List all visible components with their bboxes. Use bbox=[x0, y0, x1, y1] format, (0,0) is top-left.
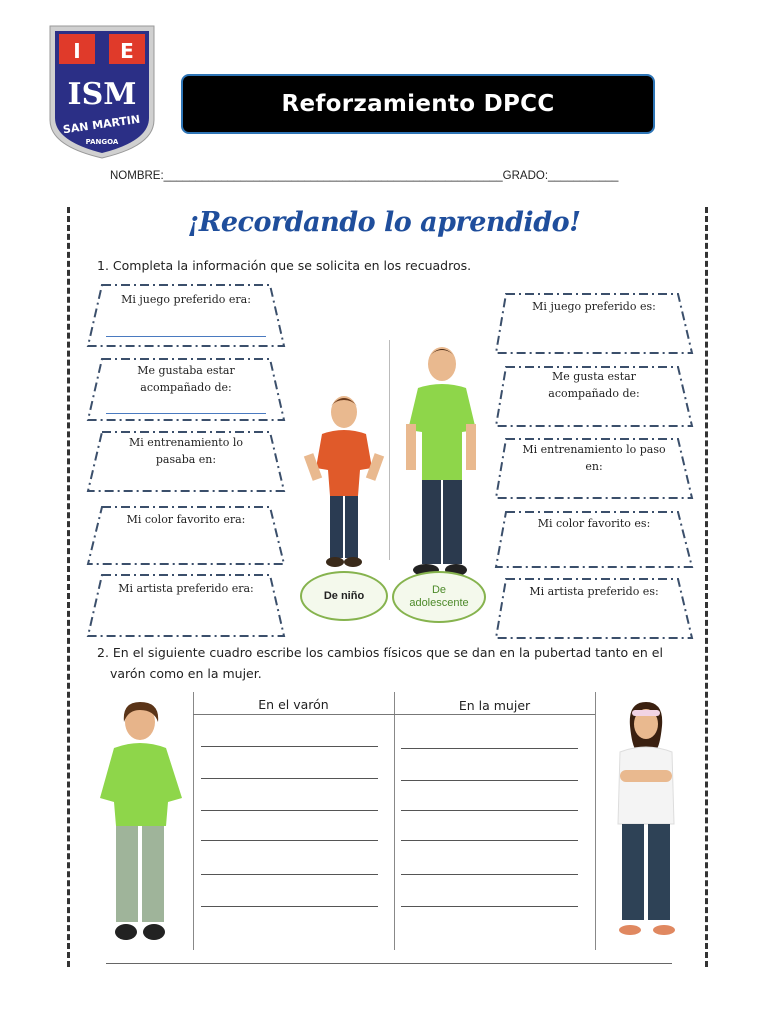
box-right-color-label: Mi color favorito es: bbox=[537, 517, 651, 530]
write-line[interactable] bbox=[201, 874, 378, 875]
page-title: Reforzamiento DPCC bbox=[281, 91, 555, 117]
box-left-artist[interactable] bbox=[86, 573, 286, 639]
table-col-divider bbox=[193, 692, 194, 950]
box-right-artist-label: Mi artista preferido es: bbox=[529, 585, 659, 598]
write-line[interactable] bbox=[401, 748, 578, 749]
box-left-company[interactable] bbox=[86, 357, 286, 423]
box-right-company-label: Me gusta estar acompañado de: bbox=[548, 370, 640, 400]
question-2: 2. En el siguiente cuadro escribe los cambios físicos que se dan en la pubertad tanto en el bbox=[97, 645, 663, 660]
question-2-continued: varón como en la mujer. bbox=[110, 666, 262, 681]
teen-figure bbox=[396, 344, 486, 584]
box-left-game-label: Mi juego preferido era: bbox=[121, 293, 251, 306]
table-col-divider bbox=[394, 692, 395, 950]
box-left-color[interactable] bbox=[86, 505, 286, 567]
logo-town: PANGOA bbox=[85, 138, 119, 146]
center-divider bbox=[389, 340, 390, 560]
title-banner bbox=[181, 74, 655, 134]
logo-school-name: SAN MARTIN bbox=[62, 112, 141, 137]
school-logo bbox=[46, 22, 158, 162]
box-right-game-label: Mi juego preferido es: bbox=[532, 300, 656, 313]
table-header-female: En la mujer bbox=[458, 698, 531, 713]
box-left-training-label: Mi entrenamiento lo pasaba en: bbox=[129, 436, 243, 466]
child-figure bbox=[300, 392, 388, 572]
box-right-artist[interactable] bbox=[494, 577, 694, 641]
write-line[interactable] bbox=[201, 746, 378, 747]
box-left-company-label: Me gustaba estar acompañado de: bbox=[137, 364, 235, 394]
sheet-border-right bbox=[705, 207, 708, 967]
teen-label: De adolescente bbox=[392, 571, 486, 623]
box-left-color-label: Mi color favorito era: bbox=[126, 513, 246, 526]
write-line[interactable] bbox=[201, 906, 378, 907]
write-line[interactable] bbox=[401, 780, 578, 781]
box-right-training[interactable] bbox=[494, 437, 694, 501]
box-right-training-label: Mi entrenamiento lo paso en: bbox=[522, 443, 666, 473]
logo-monogram: ISM bbox=[67, 77, 137, 112]
write-line[interactable] bbox=[401, 810, 578, 811]
table-header-line bbox=[193, 714, 394, 715]
table-header-male: En el varón bbox=[258, 697, 329, 712]
box-right-game[interactable] bbox=[494, 292, 694, 356]
sheet-border-left bbox=[67, 207, 70, 967]
box-right-color[interactable] bbox=[494, 510, 694, 570]
box-right-company[interactable] bbox=[494, 365, 694, 429]
changes-table bbox=[193, 692, 596, 950]
table-header-line bbox=[394, 714, 595, 715]
box-left-artist-label: Mi artista preferido era: bbox=[118, 582, 254, 595]
table-col-divider bbox=[595, 692, 596, 950]
write-line[interactable] bbox=[201, 810, 378, 811]
write-line[interactable] bbox=[201, 840, 378, 841]
write-line[interactable] bbox=[401, 906, 578, 907]
worksheet-heading: ¡Recordando lo aprendido! bbox=[187, 207, 581, 238]
boy-figure bbox=[96, 702, 186, 946]
question-1: 1. Completa la información que se solicita en los recuadros. bbox=[97, 258, 472, 273]
child-label: De niño bbox=[300, 571, 388, 621]
name-grade-line: NOMBRE:_____________________________________________________GRADO:___________ bbox=[110, 170, 619, 182]
logo-letter-e: E bbox=[120, 39, 134, 63]
box-left-training[interactable] bbox=[86, 430, 286, 494]
logo-letter-i: I bbox=[73, 39, 81, 63]
girl-figure bbox=[606, 700, 686, 944]
write-line[interactable] bbox=[401, 840, 578, 841]
write-line[interactable] bbox=[201, 778, 378, 779]
sheet-bottom-line bbox=[106, 963, 672, 964]
box-left-game[interactable] bbox=[86, 283, 286, 349]
answer-line bbox=[106, 336, 266, 337]
write-line[interactable] bbox=[401, 874, 578, 875]
answer-line bbox=[106, 413, 266, 414]
